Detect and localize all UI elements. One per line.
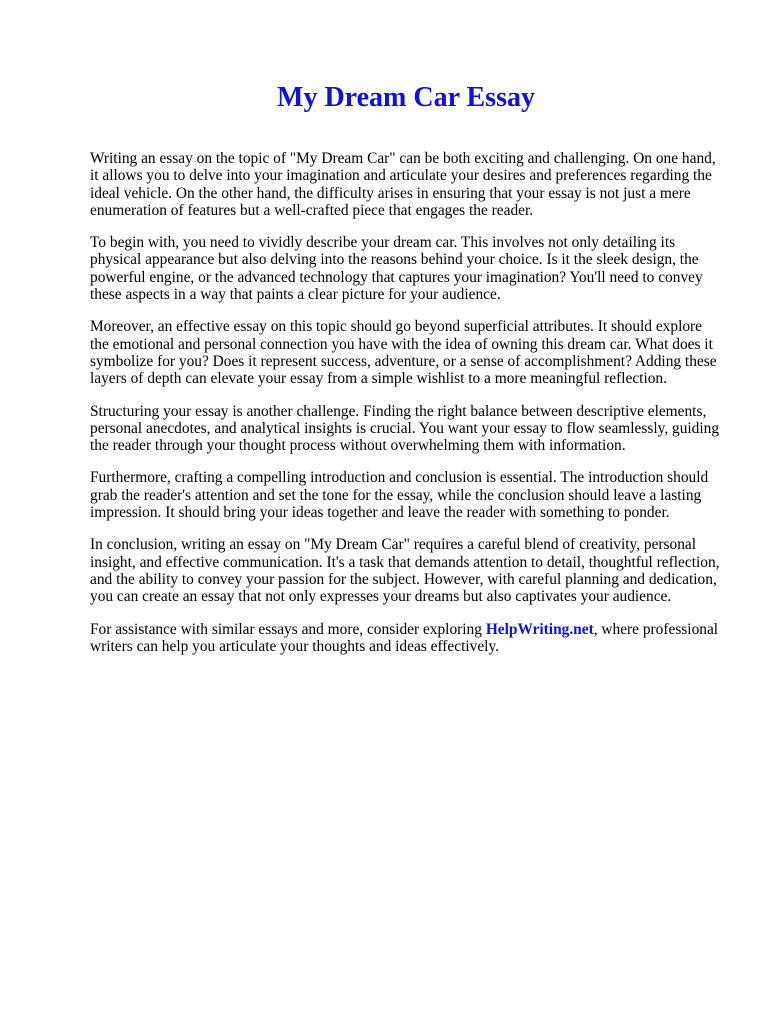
paragraph-1: Writing an essay on the topic of "My Dream Car" can be both exciting and challenging. On one hand, it allows you to delve into your imagination and articulate your desires and preferences regarding the ideal vehicle. On the other hand, the difficulty arises in ensuring that your essay is not just a mere enumeration of features but a well-crafted piece that engages the reader. bbox=[90, 150, 716, 219]
paragraph-5: Furthermore, crafting a compelling introduction and conclusion is essential. The introduction should grab the reader's attention and set the tone for the essay, while the conclusion should leave a lasting impression. It should bring your ideas together and leave the reader with something to ponder. bbox=[90, 469, 709, 522]
helpwriting-link[interactable]: HelpWriting.net bbox=[485, 620, 594, 638]
page-title: My Dream Car Essay bbox=[277, 82, 535, 113]
closing-paragraph bbox=[90, 621, 722, 656]
paragraph-6: In conclusion, writing an essay on "My Dream Car" requires a careful blend of creativity, personal insight, and effective communication. It's a task that demands attention to detail, thoughtful reflection, and the ability to convey your passion for the subject. However, with careful planning and dedication, you can create an essay that not only expresses your dreams but also captivates your audience. bbox=[90, 536, 720, 606]
essay-body bbox=[90, 150, 722, 655]
closing-text-before-link: For assistance with similar essays and more, consider exploring bbox=[90, 620, 486, 638]
paragraph-3: Moreover, an effective essay on this topic should go beyond superficial attributes. It should explore the emotional and personal connection you have with the idea of owning this dream car. What does it symbolize for you? Does it represent success, adventure, or a sense of accomplishment? Adding these layers of depth can elevate your essay from a simple wishlist to a more meaningful reflection. bbox=[90, 318, 717, 388]
paragraph-2: To begin with, you need to vividly describe your dream car. This involves not only detailing its physical appearance but also delving into the reasons behind your choice. Is it the sleek design, the powerful engine, or the advanced technology that captures your imagination? You'll need to convey these aspects in a way that paints a clear picture for your audience. bbox=[90, 234, 703, 304]
paragraph-4: Structuring your essay is another challenge. Finding the right balance between descriptive elements, personal anecdotes, and analytical insights is crucial. You want your essay to flow seamlessly, guiding the reader through your thought process without overwhelming them with information. bbox=[90, 402, 720, 455]
closing-text-after-link: , where professional writers can help you articulate your thoughts and ideas effectively. bbox=[90, 620, 719, 655]
document-page bbox=[90, 80, 722, 670]
